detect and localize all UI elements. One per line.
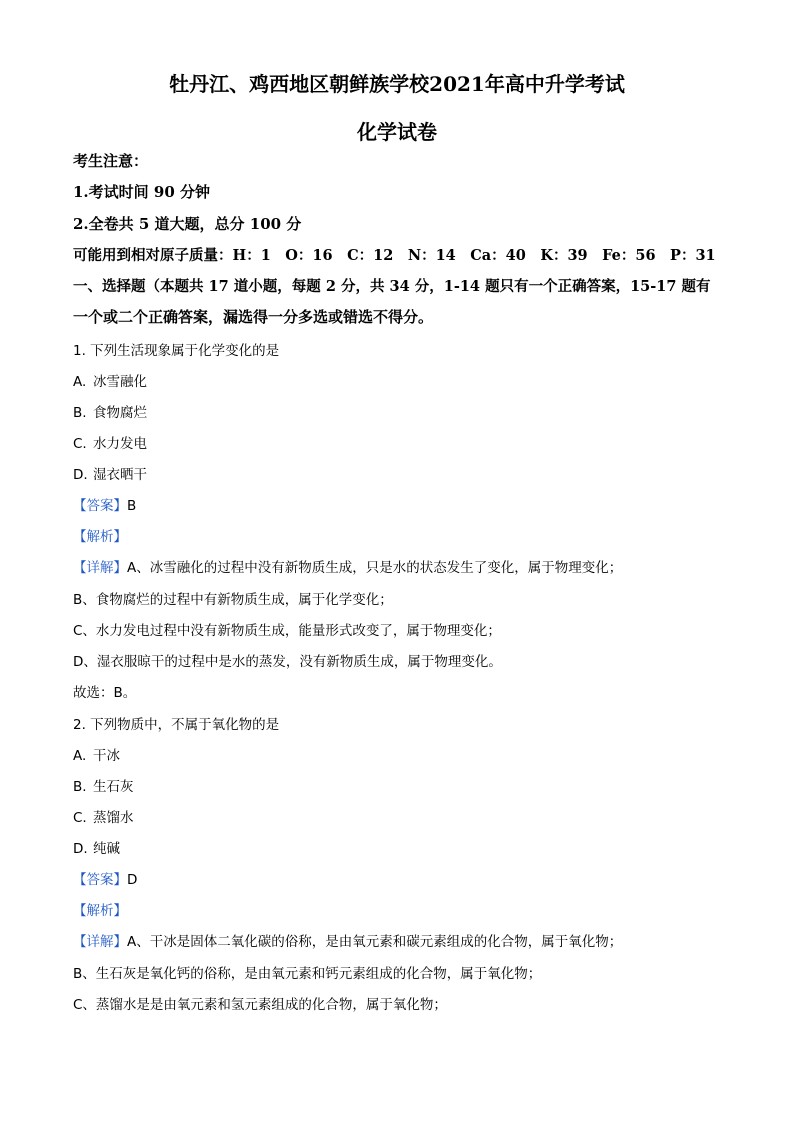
detail-text: A、冰雪融化的过程中没有新物质生成，只是水的状态发生了变化，属于物理变化； [127, 560, 623, 576]
option-text: 生石灰 [93, 779, 134, 795]
option-text: 冰雪融化 [93, 374, 147, 390]
question-2-answer [73, 868, 137, 888]
option-letter: C. [73, 436, 87, 452]
question-2-analysis [73, 899, 127, 919]
section-instructions-line1: 一、选择题（本题共 17 道小题，每题 2 分，共 34 分，1-14 题只有一个正确答案，15-17 题有 [73, 278, 711, 295]
section-instructions-line2: 一个或二个正确答案，漏选得一分多选或错选不得分。 [73, 308, 434, 326]
question-1-analysis [73, 525, 127, 545]
option-letter: D. [73, 841, 88, 857]
answer-value: B [127, 498, 137, 514]
question-1-detail-a [73, 556, 622, 576]
option-letter: B. [73, 405, 87, 421]
analysis-tag: 【解析】 [73, 529, 127, 545]
question-1-option-a [73, 370, 147, 390]
option-text: 食物腐烂 [93, 405, 147, 421]
option-text: 湿衣晒干 [93, 467, 147, 483]
question-1-option-c [73, 432, 147, 452]
question-1-detail-d: D、湿衣服晾干的过程中是水的蒸发，没有新物质生成，属于物理变化。 [73, 654, 502, 670]
question-1-conclusion: 故选：B。 [73, 685, 137, 701]
question-2-option-b [73, 775, 134, 795]
atomic-mass-line: 可能用到相对原子质量：H：1 O：16 C：12 N：14 Ca：40 K：39 Fe：56 P：31 [73, 247, 716, 264]
notice-item-time: 1.考试时间 90 分钟 [73, 183, 210, 201]
answer-value: D [127, 872, 138, 888]
option-letter: C. [73, 810, 87, 826]
detail-text: A、干冰是固体二氧化碳的俗称，是由氧元素和碳元素组成的化合物，属于氧化物； [127, 934, 623, 950]
answer-tag: 【答案】 [73, 872, 127, 888]
question-2-option-c [73, 806, 134, 826]
answer-tag: 【答案】 [73, 498, 127, 514]
option-letter: A. [73, 748, 87, 764]
option-letter: A. [73, 374, 87, 390]
question-2-detail-b: B、生石灰是氧化钙的俗称，是由氧元素和钙元素组成的化合物，属于氧化物； [73, 966, 542, 982]
question-1-detail-c: C、水力发电过程中没有新物质生成，能量形式改变了，属于物理变化； [73, 623, 501, 639]
option-text: 干冰 [93, 748, 120, 764]
question-2-option-d [73, 837, 120, 857]
option-text: 水力发电 [93, 436, 147, 452]
question-2-option-a [73, 744, 120, 764]
notice-item-score: 2.全卷共 5 道大题，总分 100 分 [73, 215, 302, 233]
detail-tag: 【详解】 [73, 934, 127, 950]
question-1-option-b [73, 401, 147, 421]
option-letter: D. [73, 467, 88, 483]
option-text: 蒸馏水 [93, 810, 134, 826]
question-2-stem: 2. 下列物质中，不属于氧化物的是 [73, 717, 280, 733]
notice-heading: 考生注意： [73, 152, 149, 170]
question-1-stem: 1. 下列生活现象属于化学变化的是 [73, 343, 280, 359]
analysis-tag: 【解析】 [73, 903, 127, 919]
question-1-option-d [73, 463, 147, 483]
exam-title: 牡丹江、鸡西地区朝鲜族学校2021年高中升学考试 [169, 72, 625, 96]
detail-tag: 【详解】 [73, 560, 127, 576]
question-1-detail-b: B、食物腐烂的过程中有新物质生成，属于化学变化； [73, 592, 393, 608]
option-letter: B. [73, 779, 87, 795]
option-text: 纯碱 [93, 841, 120, 857]
question-1-answer [73, 494, 136, 514]
question-2-detail-a [73, 930, 622, 950]
exam-subtitle: 化学试卷 [357, 120, 437, 144]
question-2-detail-c: C、蒸馏水是是由氧元素和氢元素组成的化合物，属于氧化物； [73, 997, 447, 1013]
